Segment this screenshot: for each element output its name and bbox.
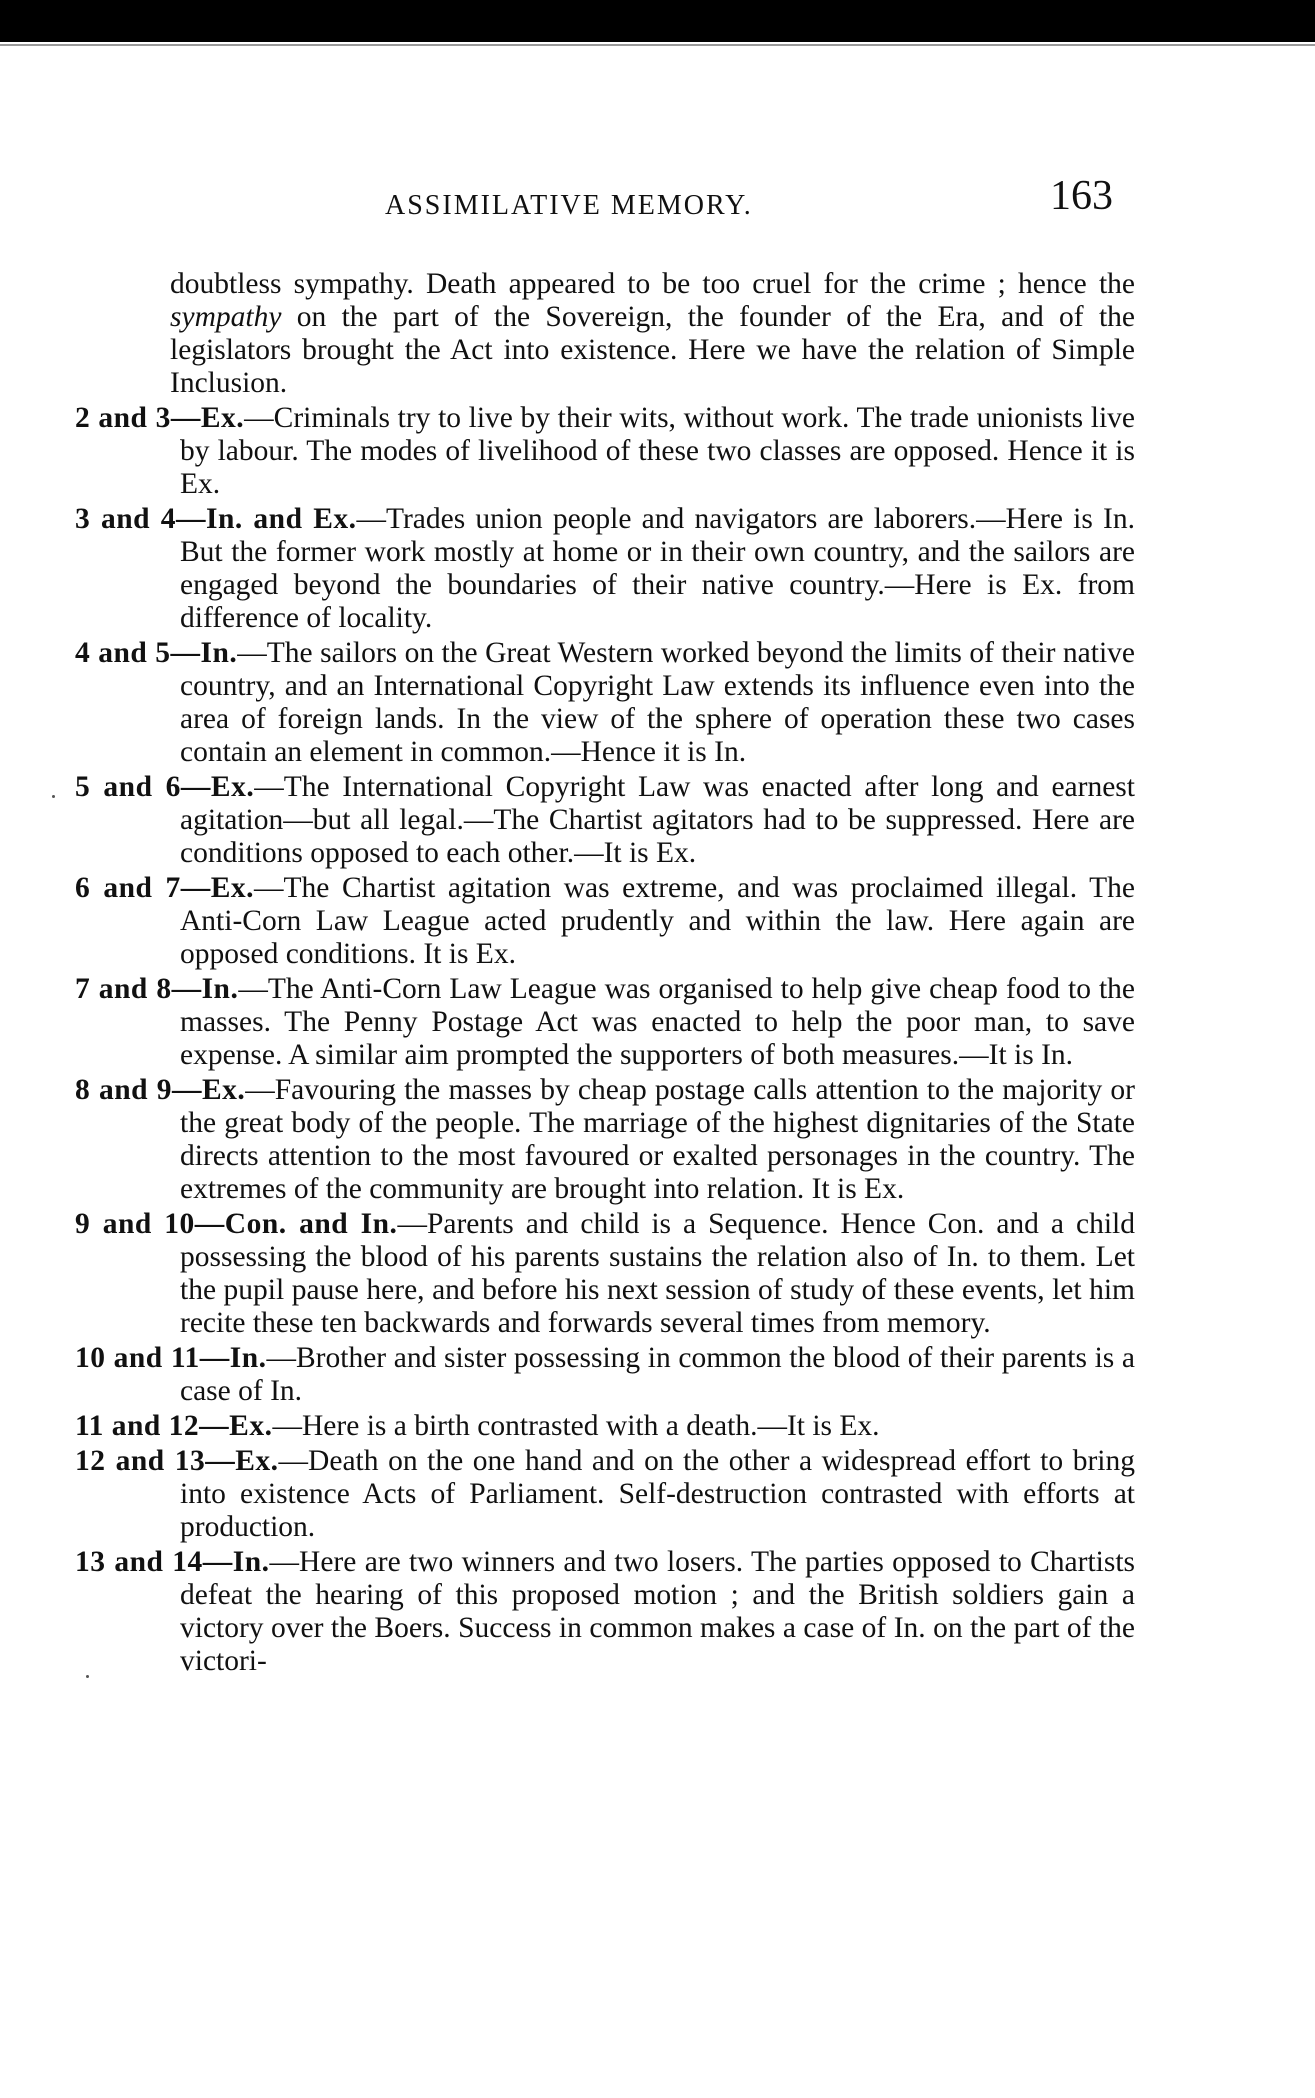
scan-speck (86, 1675, 89, 1678)
entry-paragraph (75, 1445, 1135, 1544)
entry-paragraph (75, 637, 1135, 769)
entry-label: 11 and 12—Ex. (75, 1410, 273, 1442)
entry-text: —The Anti-Corn Law League was organised to help give cheap food to the masses. The Penny Postage Act was enacted to help the poor man, to save expense. A similar aim prompted the supporters of both measures.—It is In. (180, 973, 1136, 1071)
entry-paragraph (75, 1208, 1135, 1340)
entry-text: —Brother and sister possessing in common the blood of their parents is a case of In. (180, 1342, 1135, 1407)
entry-paragraph (75, 771, 1135, 870)
entry-paragraph (75, 1342, 1135, 1408)
entry-label: 12 and 13—Ex. (75, 1445, 279, 1477)
entry-text: —Parents and child is a Sequence. Hence Con. and a child possessing the blood of his parents sustains the relation also of In. to them. Let the pupil pause here, and before his next session of study of these events, let him recite these ten backwards and forwards several times from memory. (180, 1208, 1135, 1339)
entry-text: —The Chartist agitation was extreme, and was proclaimed illegal. The Anti-Corn Law League acted prudently and within the law. Here again are opposed conditions. It is Ex. (180, 872, 1135, 970)
entry-text: —Here is a birth contrasted with a death.—It is Ex. (272, 1410, 880, 1442)
entry-paragraph (75, 1546, 1135, 1678)
scan-speck (52, 795, 55, 798)
entry-label: 3 and 4—In. and Ex. (75, 503, 357, 535)
entry-label: 6 and 7—Ex. (75, 872, 255, 904)
entry-paragraph (75, 1410, 1135, 1443)
page-number: 163 (1050, 173, 1113, 219)
entry-paragraph (75, 973, 1135, 1072)
entry-label: 5 and 6—Ex. (75, 771, 255, 803)
entry-label: 2 and 3—Ex. (75, 402, 245, 434)
scan-edge-line (0, 44, 1315, 46)
lead-emphasis: sympathy (170, 301, 282, 333)
scan-top-border (0, 0, 1315, 42)
entry-label: 9 and 10—Con. and In. (75, 1208, 398, 1240)
entry-paragraph (75, 503, 1135, 635)
entry-text: —Favouring the masses by cheap postage calls attention to the majority or the great body of the people. The marriage of the highest dignitaries of the State directs attention to the most favoured or exalted personages in the country. The extremes of the community are brought into relation. It is Ex. (180, 1074, 1135, 1205)
entry-label: 4 and 5—In. (75, 637, 238, 669)
entry-label: 13 and 14—In. (75, 1546, 270, 1578)
entry-paragraph (75, 402, 1135, 501)
entry-text: —Trades union people and navigators are laborers.—Here is In. But the former work mostly at home or in their own country, and the sailors are engaged beyond the boundaries of their native country.—Here is Ex. from difference of locality. (180, 503, 1135, 634)
entry-list (75, 402, 1135, 1678)
running-title: ASSIMILATIVE MEMORY. (385, 190, 753, 221)
entry-label: 7 and 8—In. (75, 973, 239, 1005)
body-text (75, 268, 1135, 1678)
entry-paragraph (75, 872, 1135, 971)
entry-label: 8 and 9—Ex. (75, 1074, 246, 1106)
entry-text: —Death on the one hand and on the other a widespread effort to bring into existence Acts of Parliament. Self-destruction contrasted with efforts at production. (180, 1445, 1135, 1543)
entry-text: —The sailors on the Great Western worked beyond the limits of their native country, and an International Copyright Law extends its influence even into the area of foreign lands. In the view of the sphere of operation these two cases contain an element in common.—Hence it is In. (180, 637, 1135, 768)
entry-text: —Here are two winners and two losers. The parties opposed to Chartists defeat the hearing of this proposed motion ; and the British soldiers gain a victory over the Boers. Success in common makes a case of In. on the part of the victori- (180, 1546, 1136, 1677)
entry-paragraph (75, 1074, 1135, 1206)
entry-label: 10 and 11—In. (75, 1342, 267, 1374)
lead-paragraph (75, 268, 1135, 400)
entry-text: —The International Copyright Law was enacted after long and earnest agitation—but all legal.—The Chartist agitators had to be suppressed. Here are conditions opposed to each other.—It is Ex. (180, 771, 1135, 869)
lead-text-after: on the part of the Sovereign, the founder of the Era, and of the legislators brought the Act into existence. Here we have the relation of Simple Inclusion. (170, 301, 1135, 399)
lead-text-before: doubtless sympathy. Death appeared to be too cruel for the crime ; hence the (170, 268, 1135, 300)
entry-text: —Criminals try to live by their wits, without work. The trade unionists live by labour. The modes of livelihood of these two classes are opposed. Hence it is Ex. (180, 402, 1135, 500)
